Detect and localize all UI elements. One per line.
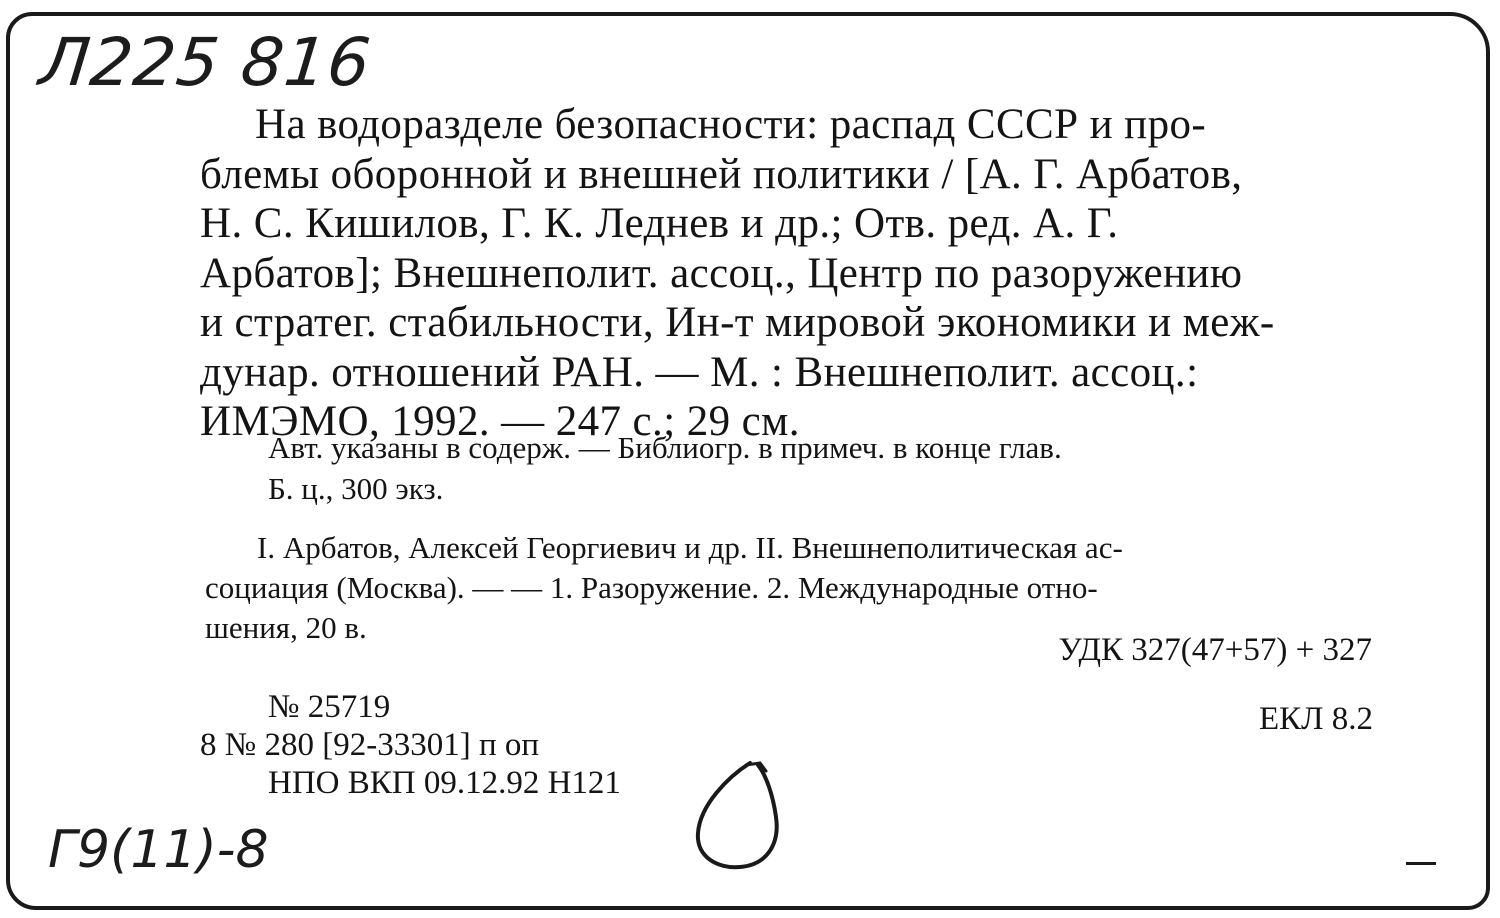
entry-line: и стратег. стабильности, Ин-т мировой экономики и меж- bbox=[200, 299, 1275, 346]
entry-line: На водоразделе безопасности: распад СССР и про- bbox=[255, 101, 1207, 148]
imprint-line: НПО ВКП 09.12.92 Н121 bbox=[268, 765, 621, 801]
note-line: Авт. указаны в содерж. — Библиогр. в примеч. в конце глав. bbox=[268, 430, 1062, 465]
udk-classification: УДК 327(47+57) + 327 bbox=[1058, 632, 1372, 668]
heading-line: шения, 20 в. bbox=[205, 610, 367, 645]
entry-line: Арбатов]; Внешнеполит. ассоц., Центр по разоружению bbox=[200, 249, 1243, 297]
note-line: Б. ц., 300 экз. bbox=[268, 471, 444, 506]
notes-section bbox=[268, 427, 1062, 509]
entry-line: ИМЭМО, 1992. — 247 с.; 29 см. bbox=[200, 398, 800, 445]
imprint-line: 8 № 280 [92-33301] п оп bbox=[200, 727, 540, 763]
heading-line: I. Арбатов, Алексей Георгиевич и др. II. Внешнеполитическая ас- bbox=[257, 530, 1123, 565]
main-bibliographic-entry bbox=[200, 100, 1370, 447]
heading-line: социация (Москва). — — 1. Разоружение. 2. Международные отно- bbox=[205, 570, 1098, 605]
corner-dash-mark bbox=[1406, 862, 1436, 865]
imprint-line: № 25719 bbox=[268, 689, 391, 725]
ekl-classification: ЕКЛ 8.2 bbox=[1258, 701, 1373, 737]
handwritten-classification-code: Г9(11)-8 bbox=[48, 820, 269, 880]
entry-line: дунар. отношений РАН. — М. : Внешнеполит. ассоц.: bbox=[200, 348, 1199, 396]
entry-line: Н. С. Кишилов, Г. К. Леднев и др.; Отв. ред. А. Г. bbox=[200, 200, 1119, 247]
handwritten-call-number: Л225 816 bbox=[35, 24, 375, 101]
entry-line: блемы оборонной и внешней политики / [А. Г. Арбатов, bbox=[200, 150, 1243, 198]
hand-drawn-circle-mark bbox=[688, 755, 788, 875]
print-imprint bbox=[200, 688, 621, 802]
subject-headings bbox=[205, 528, 1375, 648]
